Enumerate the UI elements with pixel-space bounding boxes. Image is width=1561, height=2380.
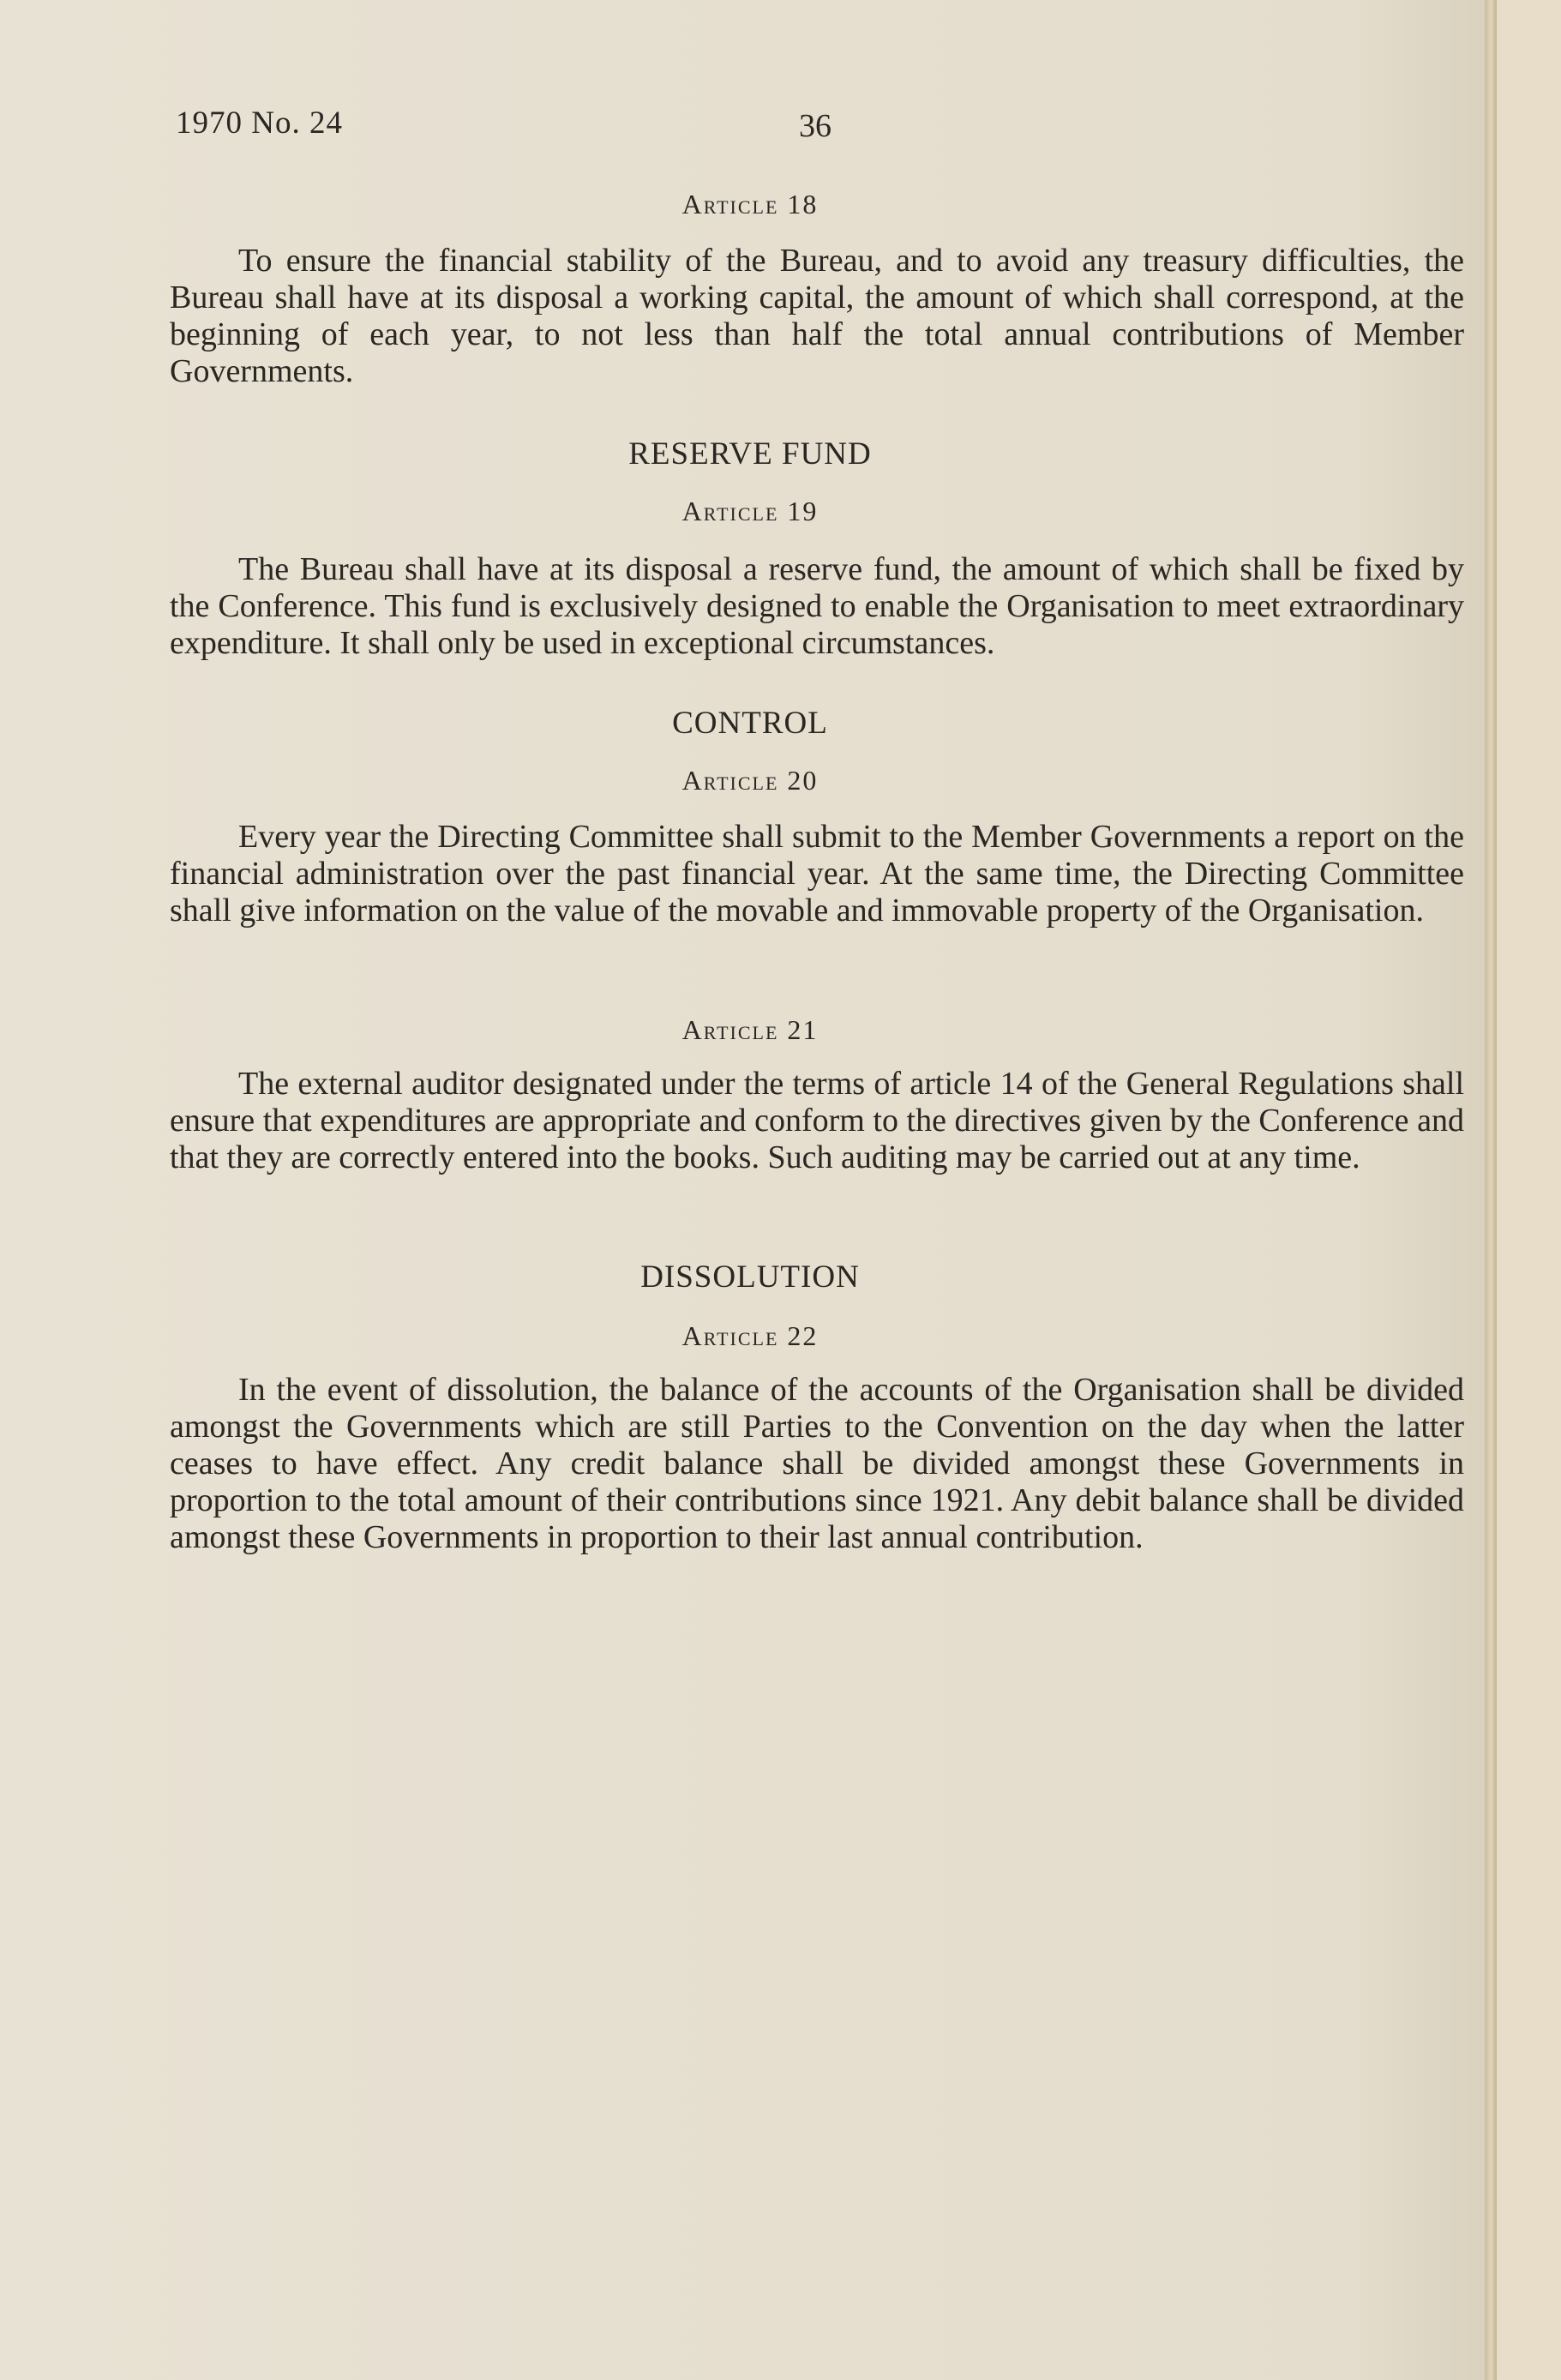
facing-page-edge: [1497, 0, 1561, 2380]
page-number: 36: [799, 108, 832, 144]
article-22-heading: Article 22: [681, 1320, 819, 1351]
running-head: 1970 No. 24: [176, 105, 343, 141]
article-19-text: The Bureau shall have at its disposal a reserve fund, the amount of which shall be fixed by the Conference. This fund is exclusively designed to enable the Organisation to meet extraordinary expenditure. It shall only be used in exceptional circumstances.: [170, 551, 1464, 661]
article-19-heading: Article 19: [681, 496, 819, 526]
section-dissolution: DISSOLUTION: [640, 1259, 860, 1295]
book-gutter: [1485, 0, 1497, 2380]
article-21-text: The external auditor designated under the terms of article 14 of the General Regulations shall ensure that expenditures are appropriate and conform to the directives given by the Conference and that they are correctly entered into the books. Such auditing may be carried out at any time.: [170, 1066, 1464, 1175]
section-control: CONTROL: [672, 706, 828, 741]
article-20-text: Every year the Directing Committee shall submit to the Member Governments a report on the financial administration over the past financial year. At the same time, the Directing Committee shall give information on the value of the movable and immovable property of the Organisation.: [170, 819, 1464, 929]
section-reserve-fund: RESERVE FUND: [628, 436, 872, 472]
article-21-heading: Article 21: [681, 1014, 819, 1045]
article-20-heading: Article 20: [681, 765, 819, 796]
article-22-text: In the event of dissolution, the balance of the accounts of the Organisation shall be divided amongst the Governments which are still Parties to the Convention on the day when the latter ceases to have effect. Any credit balance shall be divided amongst these Governments in proportion to the total amount of their contributions since 1921. Any debit balance shall be divided amongst these Governments in proportion to their last annual contribution.: [170, 1372, 1464, 1555]
article-18-heading: Article 18: [681, 189, 819, 219]
article-18-text: To ensure the financial stability of the Bureau, and to avoid any treasury difficulties, the Bureau shall have at its disposal a working capital, the amount of which shall correspond, at the beginning of each year, to not less than half the total annual contributions of Member Governments.: [170, 243, 1464, 389]
